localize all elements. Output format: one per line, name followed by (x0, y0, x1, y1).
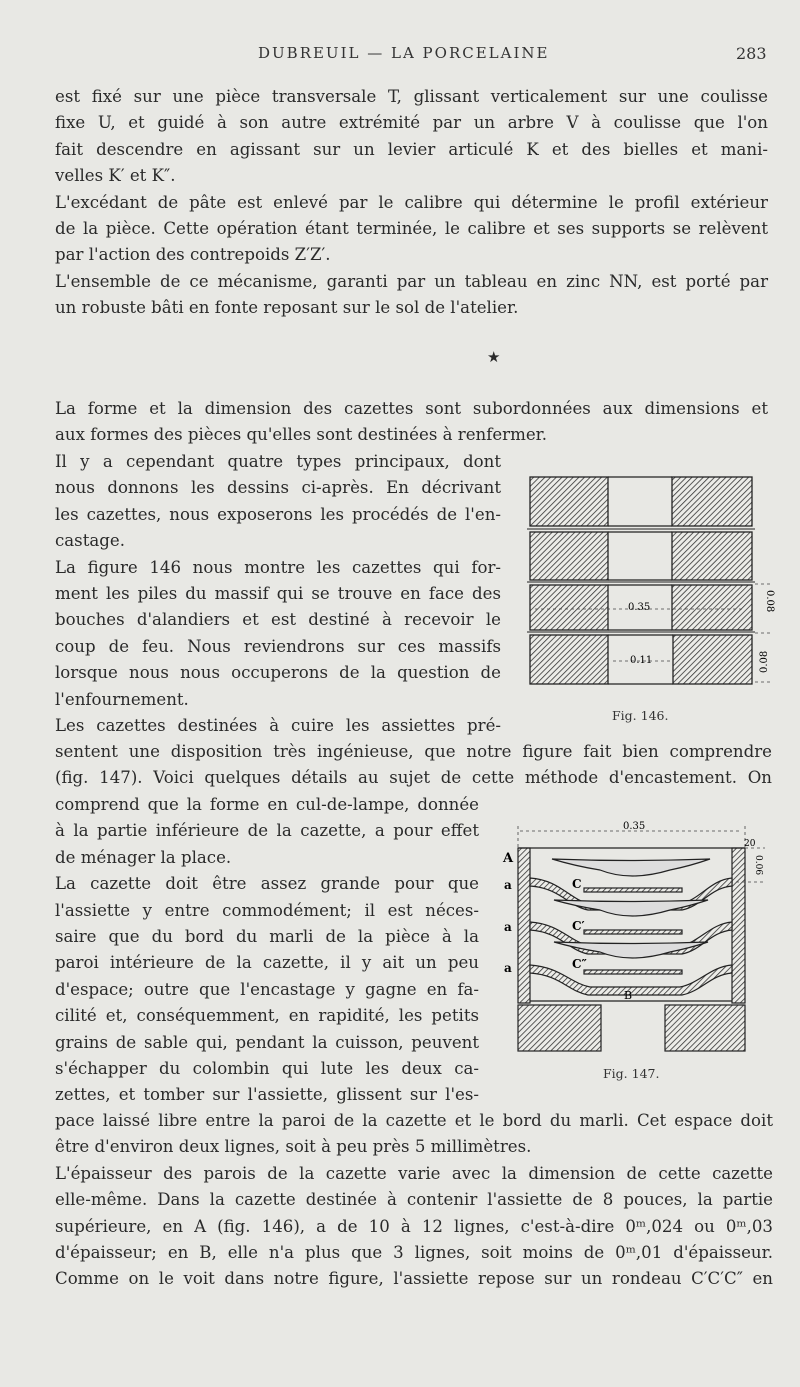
text-line: L'excédant de pâte est enlevé par le calibre qui détermine le profil extérieur (55, 192, 768, 212)
page-number: 283 (736, 44, 767, 63)
paragraph-block-1 (55, 84, 768, 322)
text-line: L'épaisseur des parois de la cazette varie avec la dimension de cette cazette (55, 1163, 773, 1183)
text-line: coup de feu. Nous reviendrons sur ces massifs (55, 636, 501, 656)
text-line: à la partie inférieure de la cazette, a pour effet (55, 821, 479, 841)
text-line: d'espace; outre que l'encastage y gagne en fa- (55, 979, 479, 999)
text-line: La figure 146 nous montre les cazettes qui for- (55, 557, 501, 577)
text-line: s'échapper du colombin qui lute les deux ca- (55, 1058, 479, 1078)
section-separator-star: ★ (487, 348, 501, 366)
text-line: sentent une disposition très ingénieuse, que notre figure fait bien comprendre (55, 742, 772, 761)
text-line: La cazette doit être assez grande pour que (55, 874, 479, 894)
fig147-label-a2: a (504, 920, 512, 934)
text-line: être d'environ deux lignes, soit à peu près 5 millimètres. (55, 1137, 532, 1157)
figure-146-cazette-pile (505, 460, 800, 700)
text-line: l'assiette y entre commodément; il est néces- (55, 900, 479, 920)
text-line: de ménager la place. (55, 847, 232, 867)
text-line: saire que du bord du marli de la pièce à la (55, 926, 479, 946)
text-line: ment les piles du massif qui se trouve en face des (55, 583, 501, 603)
text-line: fixe U, et guidé à son autre extrémité par un arbre V à coulisse que l'on (55, 113, 768, 133)
text-line: pace laissé libre entre la paroi de la cazette et le bord du marli. Cet espace doit (55, 1111, 773, 1130)
fig146-dim-height-1: 0.08 (764, 590, 775, 613)
text-line: paroi intérieure de la cazette, il y ait un peu (55, 953, 479, 973)
text-line: L'ensemble de ce mécanisme, garanti par un tableau en zinc NN, est porté par (55, 271, 768, 291)
text-line: lorsque nous nous occuperons de la question de (55, 663, 501, 683)
text-line: un robuste bâti en fonte reposant sur le sol de l'atelier. (55, 298, 519, 318)
fig147-label-a1: a (504, 878, 512, 892)
figure-146-caption: Fig. 146. (612, 708, 669, 723)
text-line: (fig. 147). Voici quelques détails au sujet de cette méthode d'encastement. On (55, 768, 772, 788)
text-line: supérieure, en A (fig. 146), a de 10 à 12 lignes, c'est-à-dire 0ᵐ,024 ou 0ᵐ,03 (55, 1216, 773, 1236)
fig146-dim-void: 0.11 (630, 655, 653, 666)
text-line: elle-même. Dans la cazette destinée à contenir l'assiette de 8 pouces, la partie (55, 1190, 773, 1210)
figure-147-plate-cazettes (490, 800, 800, 1065)
fig147-label-A: A (503, 851, 514, 866)
text-line: l'enfournement. (55, 689, 189, 709)
text-line: zettes, et tomber sur l'assiette, glissent sur l'es- (55, 1085, 479, 1105)
fig147-dim-width: 0.35 (623, 821, 646, 832)
text-line: est fixé sur une pièce transversale T, glissant verticalement sur une coulisse (55, 87, 768, 106)
text-line: comprend que la forme en cul-de-lampe, donnée (55, 795, 479, 814)
text-line: castage. (55, 531, 125, 551)
fig147-label-B: B (624, 989, 633, 1002)
fig147-label-C: C (572, 877, 582, 891)
fig147-dim-20: 20 (744, 839, 756, 849)
text-line: d'épaisseur; en B, elle n'a plus que 3 lignes, soit moins de 0ᵐ,01 d'épaisseur. (55, 1242, 773, 1262)
fig147-label-C1: C′ (572, 919, 585, 933)
fig147-label-a3: a (504, 961, 512, 975)
paragraph-block-5 (55, 792, 479, 1109)
fig147-dim-height: 0.06 (753, 855, 763, 876)
text-line: velles K′ et K″. (55, 166, 176, 186)
paragraph-block-6 (55, 1108, 773, 1293)
text-line: Comme on le voit dans notre figure, l'assiette repose sur un rondeau C′C′C″ en (55, 1269, 773, 1289)
fig147-label-C2: C″ (572, 957, 587, 971)
paragraph-block-3 (55, 449, 501, 739)
text-line: nous donnons les dessins ci-après. En décrivant (55, 478, 501, 498)
text-line: par l'action des contrepoids Z′Z′. (55, 245, 331, 265)
text-line: Il y a cependant quatre types principaux, dont (55, 452, 501, 471)
text-line: La forme et la dimension des cazettes sont subordonnées aux dimensions et (55, 399, 768, 418)
fig146-dim-height-2: 0.08 (759, 650, 770, 673)
text-line: aux formes des pièces qu'elles sont destinées à renfermer. (55, 425, 548, 445)
fig146-dim-width: 0.35 (628, 602, 651, 613)
text-line: les cazettes, nous exposerons les procédés de l'en- (55, 504, 501, 524)
paragraph-block-4 (55, 739, 772, 792)
running-title: DUBREUIL — LA PORCELAINE (258, 44, 550, 62)
text-line: fait descendre en agissant sur un levier articulé K et des bielles et mani- (55, 139, 768, 159)
text-line: cilité et, conséquemment, en rapidité, les petits (55, 1006, 479, 1026)
text-line: de la pièce. Cette opération étant terminée, le calibre et ses supports se relèvent (55, 218, 768, 238)
text-line: bouches d'alandiers et est destiné à recevoir le (55, 610, 501, 630)
paragraph-block-2 (55, 396, 768, 449)
text-line: Les cazettes destinées à cuire les assiettes pré- (55, 715, 501, 735)
figure-147-caption: Fig. 147. (603, 1066, 660, 1081)
text-line: grains de sable qui, pendant la cuisson, peuvent (55, 1032, 479, 1052)
